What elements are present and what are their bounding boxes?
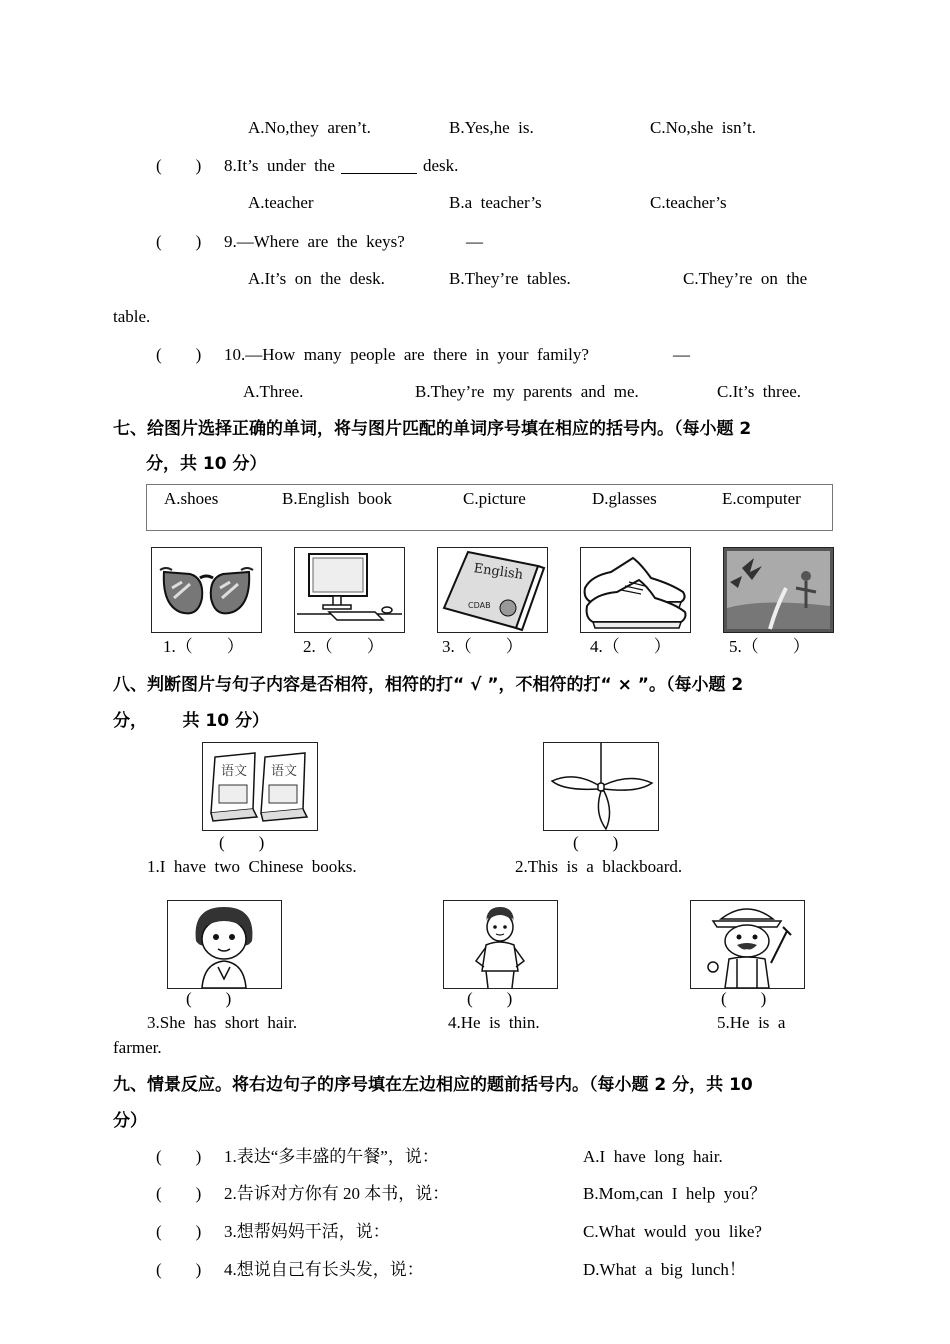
boy-picture [443,900,558,989]
section8-heading-line1: 八、判断图片与句子内容是否相符，相符的打“ √ ”，不相符的打“ × ”。（每小题 2 [113,675,744,695]
boy-icon [444,901,557,988]
q9-answer-paren[interactable]: ( ) [156,232,202,251]
q8-option-a: A.teacher [248,193,314,212]
section8-sentence-3: 3.She has short hair. [147,1013,298,1032]
farmer-icon [691,901,804,988]
fan-picture [543,742,659,831]
section7-label-5[interactable]: 5.（ ） [729,637,810,656]
section8-sentence-1: 1.I have two Chinese books. [147,857,357,876]
section7-word-e: E.computer [722,489,801,508]
section8-sentence-5-wrap: farmer. [113,1038,162,1057]
section9-paren-3[interactable]: ( ) [156,1222,202,1241]
q10-stem: 10.—How many people are there in your family? [224,345,589,364]
q8-stem-after: desk. [422,156,459,175]
q9-dash: — [466,232,483,251]
q9-option-c-wrap: table. [113,307,151,326]
section9-item-4-left: 4.想说自己有长头发，说： [224,1260,424,1279]
girl-icon [168,901,281,988]
q8-stem-before: 8.It’s under the [224,156,335,175]
book-icon [438,548,547,632]
section7-heading-line2: 分，共 10 分） [146,454,267,474]
section9-paren-1[interactable]: ( ) [156,1147,202,1166]
girl-picture [167,900,282,989]
section8-sentence-5: 5.He is a [717,1013,786,1032]
book2-title: 语文 [271,764,298,779]
q8-answer-paren[interactable]: ( ) [156,156,202,175]
section9-item-1-right: A.I have long hair. [583,1147,723,1166]
section8-paren-1[interactable]: ( ) [219,833,265,852]
section9-item-2-left: 2.告诉对方你有 20 本书，说： [224,1184,450,1203]
q10-option-a: A.Three. [243,382,304,401]
q10-option-c: C.It’s three. [717,382,802,401]
q7-option-a: A.No,they aren’t. [248,118,371,137]
section9-item-4-right: D.What a big lunch！ [583,1260,746,1279]
section9-item-3-right: C.What would you like? [583,1222,762,1241]
landscape-picture [723,547,834,633]
section8-sentence-4: 4.He is thin. [448,1013,540,1032]
farmer-picture [690,900,805,989]
books-icon [203,743,317,830]
section9-paren-4[interactable]: ( ) [156,1260,202,1279]
fan-icon [544,743,658,830]
q10-option-b: B.They’re my parents and me. [415,382,639,401]
q10-answer-paren[interactable]: ( ) [156,345,202,364]
section8-heading-line2: 分， 共 10 分） [113,711,270,731]
computer-icon [295,548,404,632]
glasses-picture [151,547,262,633]
section9-item-2-right: B.Mom,can I help you？ [583,1184,767,1203]
q8-option-c: C.teacher’s [650,193,727,212]
q8-option-b: B.a teacher’s [449,193,542,212]
q9-option-c: C.They’re on the [683,269,808,288]
section8-paren-5[interactable]: ( ) [721,989,767,1008]
section8-sentence-2: 2.This is a blackboard. [515,857,683,876]
section7-heading-line1: 七、给图片选择正确的单词，将与图片匹配的单词序号填在相应的括号内。（每小题 2 [113,419,752,439]
section8-paren-3[interactable]: ( ) [186,989,232,1008]
section9-item-3-left: 3.想帮妈妈干活，说： [224,1222,390,1241]
book-letters-text: CDAB [468,601,491,610]
q9-option-a: A.It’s on the desk. [248,269,385,288]
section8-paren-2[interactable]: ( ) [573,833,619,852]
section7-label-4[interactable]: 4.（ ） [590,637,671,656]
section7-word-b: B.English book [282,489,393,508]
section7-label-1[interactable]: 1.（ ） [163,637,244,656]
section7-label-3[interactable]: 3.（ ） [442,637,523,656]
q8-stem [224,157,458,174]
q7-option-b: B.Yes,he is. [449,118,534,137]
section9-item-1-left: 1.表达“多丰盛的午餐”，说： [224,1147,439,1166]
section9-heading-line1: 九、情景反应。将右边句子的序号填在左边相应的题前括号内。（每小题 2 分，共 10 [113,1075,753,1095]
section7-word-c: C.picture [463,489,526,508]
section9-paren-2[interactable]: ( ) [156,1184,202,1203]
section8-paren-4[interactable]: ( ) [467,989,513,1008]
q9-stem: 9.—Where are the keys? [224,232,405,251]
english-book-picture [437,547,548,633]
section7-label-2[interactable]: 2.（ ） [303,637,384,656]
section7-word-d: D.glasses [592,489,657,508]
section7-word-a: A.shoes [164,489,219,508]
q9-option-b: B.They’re tables. [449,269,571,288]
chinese-books-picture [202,742,318,831]
shoes-picture [580,547,691,633]
section9-heading-line2: 分） [113,1111,147,1131]
book1-title: 语文 [221,764,248,779]
painting-icon [724,548,833,632]
q10-dash: — [673,345,690,364]
computer-picture [294,547,405,633]
q7-option-c: C.No,she isn’t. [650,118,756,137]
q8-blank [341,157,417,174]
shoes-icon [581,548,690,632]
book-title-text: English [472,561,524,583]
glasses-icon [152,548,261,632]
